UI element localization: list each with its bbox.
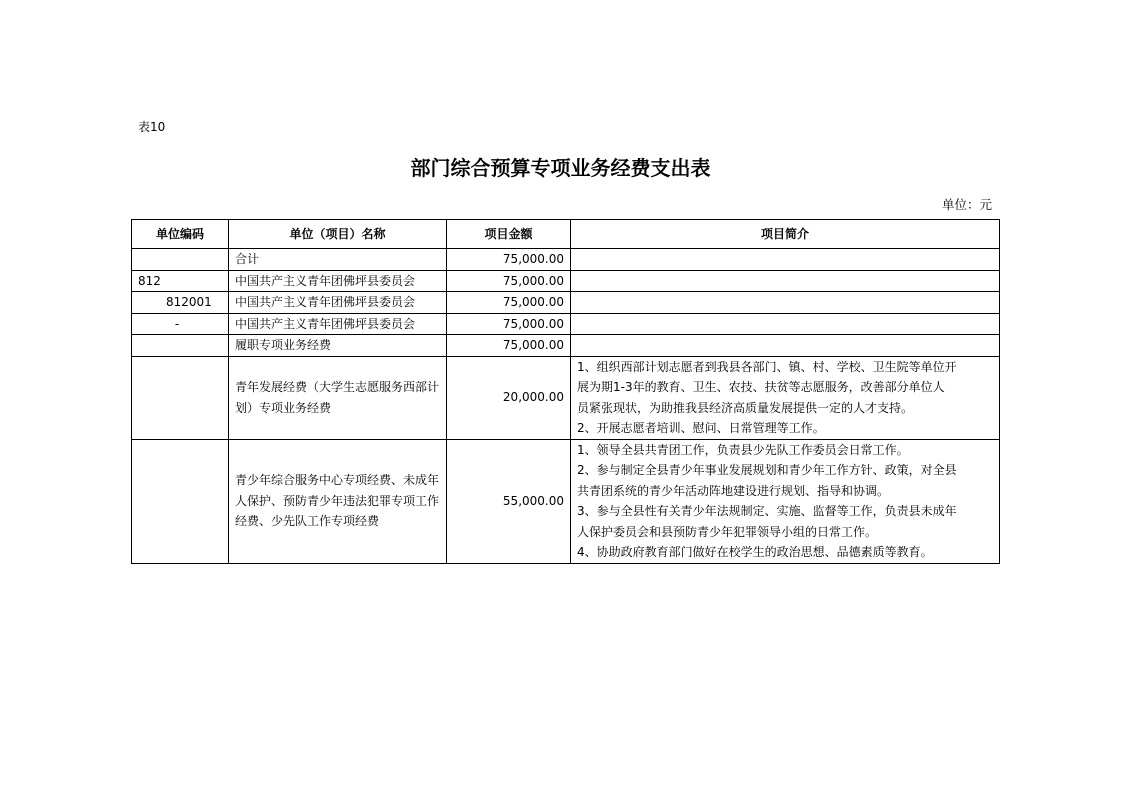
description-line: 共青团系统的青少年活动阵地建设进行规划、指导和协调。 (577, 483, 890, 498)
cell-description (571, 249, 1000, 271)
description-line: 展为期1-3年的教育、卫生、农技、扶贫等志愿服务，改善部分单位人 (577, 380, 945, 394)
table-row (132, 270, 1000, 292)
table-header-row (132, 220, 1000, 249)
cell-name: 中国共产主义青年团佛坪县委员会 (229, 313, 447, 335)
cell-description (571, 292, 1000, 314)
page-title: 部门综合预算专项业务经费支出表 (410, 156, 711, 180)
cell-amount: 75,000.00 (447, 313, 571, 335)
table-row (132, 313, 1000, 335)
budget-table (131, 219, 1000, 564)
cell-name: 中国共产主义青年团佛坪县委员会 (229, 270, 447, 292)
cell-code: 812 (132, 270, 229, 292)
cell-description (571, 313, 1000, 335)
unit-label: 单位：元 (941, 197, 992, 212)
header-unit-code: 单位编码 (132, 220, 229, 249)
header-amount: 项目金额 (447, 220, 571, 249)
cell-description (571, 270, 1000, 292)
cell-code: 812001 (132, 292, 229, 314)
description-line: 3、参与全县性有关青少年法规制定、实施、监督等工作，负责县未成年 (577, 504, 957, 518)
cell-name: 合计 (229, 249, 447, 271)
cell-amount: 75,000.00 (447, 270, 571, 292)
header-unit-name: 单位（项目）名称 (229, 220, 447, 249)
cell-code (132, 356, 229, 439)
table-row (132, 249, 1000, 271)
description-line: 员紧张现状，为助推我县经济高质量发展提供一定的人才支持。 (577, 400, 914, 415)
cell-amount: 20,000.00 (447, 356, 571, 439)
cell-description (571, 335, 1000, 357)
table-row (132, 356, 1000, 439)
description-line: 1、领导全县共青团工作，负责县少先队工作委员会日常工作。 (577, 442, 909, 457)
cell-name: 履职专项业务经费 (229, 335, 447, 357)
cell-code (132, 439, 229, 563)
cell-amount: 75,000.00 (447, 249, 571, 271)
table-row (132, 292, 1000, 314)
cell-name: 青少年综合服务中心专项经费、未成年人保护、预防青少年违法犯罪专项工作经费、少先队工作专项经费 (229, 439, 447, 563)
table-row (132, 439, 1000, 563)
header-description: 项目简介 (571, 220, 1000, 249)
description-line: 2、开展志愿者培训、慰问、日常管理等工作。 (577, 421, 825, 435)
cell-code (132, 249, 229, 271)
table-row (132, 335, 1000, 357)
cell-code (132, 335, 229, 357)
cell-description (571, 439, 1000, 563)
cell-amount: 75,000.00 (447, 292, 571, 314)
cell-name: 中国共产主义青年团佛坪县委员会 (229, 292, 447, 314)
cell-amount: 55,000.00 (447, 439, 571, 563)
description-line: 1、组织西部计划志愿者到我县各部门、镇、村、学校、卫生院等单位开 (577, 359, 957, 374)
table-number: 表10 (138, 120, 166, 134)
description-line: 4、协助政府教育部门做好在校学生的政治思想、品德素质等教育。 (577, 545, 933, 559)
cell-description (571, 356, 1000, 439)
cell-name: 青年发展经费（大学生志愿服务西部计划）专项业务经费 (229, 356, 447, 439)
description-line: 2、参与制定全县青少年事业发展规划和青少年工作方针、政策，对全县 (577, 463, 957, 477)
cell-code: - (132, 313, 229, 335)
cell-amount: 75,000.00 (447, 335, 571, 357)
description-line: 人保护委员会和县预防青少年犯罪领导小组的日常工作。 (577, 524, 878, 539)
